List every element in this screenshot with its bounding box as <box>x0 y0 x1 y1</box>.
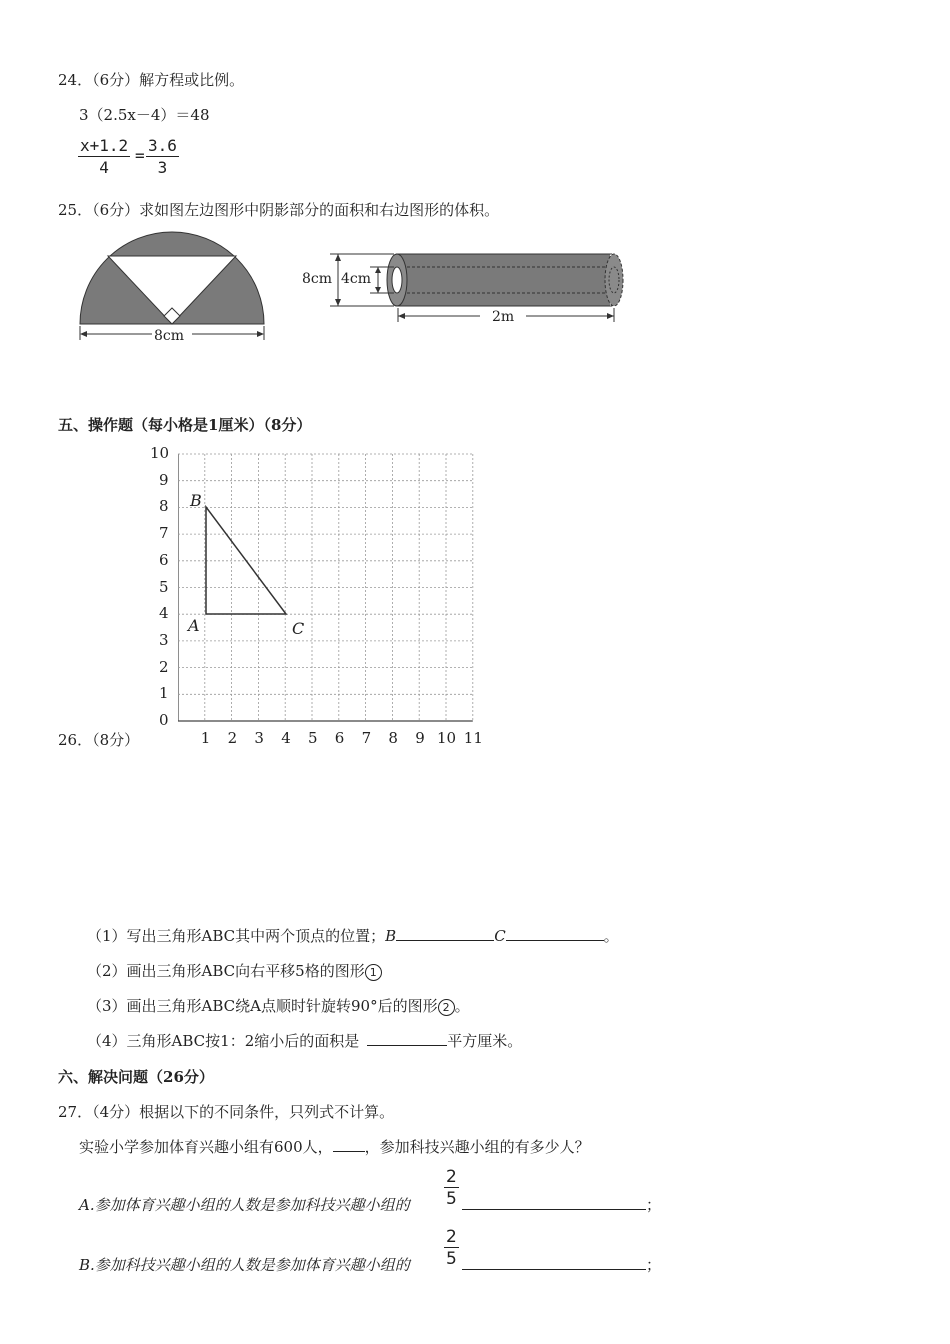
section6-title: 六、解决问题（26分） <box>58 1068 214 1086</box>
q27-stem <box>79 1136 590 1157</box>
y-tick-label: 10 <box>150 444 170 462</box>
x-tick-label: 3 <box>254 729 264 747</box>
fraction-numerator: x+1.2 <box>80 136 129 155</box>
x-tick-label: 9 <box>415 729 425 747</box>
answer-blank-c[interactable] <box>506 926 604 941</box>
x-tick-label: 7 <box>361 729 372 747</box>
y-tick-label: 8 <box>159 497 169 516</box>
q27-option-b-fraction <box>444 1227 459 1270</box>
q27-option-b <box>79 1254 410 1275</box>
x-tick-label: 2 <box>227 729 238 747</box>
vertex-a-label: A <box>188 616 200 635</box>
arrow-right <box>257 331 264 337</box>
vertex-c-label: C <box>292 619 305 638</box>
y-tick-label: 3 <box>159 630 169 649</box>
fraction-denominator: 5 <box>446 1249 457 1269</box>
fraction-denominator: 5 <box>446 1189 457 1209</box>
q26-sub3-end: 。 <box>454 997 470 1015</box>
arrow-down <box>335 299 341 306</box>
x-tick-label: 1 <box>200 729 211 747</box>
x-tick-label: 6 <box>334 729 345 747</box>
fraction-denominator: 3 <box>157 158 168 177</box>
q26-sub4-unit: 平方厘米。 <box>447 1032 523 1050</box>
y-tick-label: 9 <box>159 470 169 489</box>
q27-option-a-fraction <box>444 1167 459 1210</box>
y-tick-label: 7 <box>159 524 169 543</box>
condition-blank[interactable] <box>333 1137 365 1152</box>
q27-option-a <box>79 1194 410 1215</box>
x-tick-label: 11 <box>463 729 483 747</box>
q26-sub2-text: （2）画出三角形ABC向右平移5格的图形 <box>87 962 365 980</box>
q26-sub4 <box>87 1030 522 1051</box>
q27-header: 27．（4分）根据以下的不同条件，只列式不计算。 <box>58 1103 395 1121</box>
answer-blank-b2[interactable] <box>462 1255 646 1270</box>
q27-option-b-answer <box>462 1254 661 1275</box>
fraction-numerator: 3.6 <box>148 136 177 155</box>
y-tick-label: 4 <box>159 604 169 623</box>
q27-stem-question: ，参加科技兴趣小组的有多少人？ <box>364 1138 590 1156</box>
x-tick-label: 5 <box>308 729 318 747</box>
q27-stem-text: 实验小学参加体育兴趣小组有600人， <box>79 1138 333 1156</box>
x-tick-label: 10 <box>437 729 457 747</box>
q26-sub4-text: （4）三角形ABC按1：2缩小后的面积是 <box>87 1032 360 1050</box>
x-tick-label: 4 <box>281 729 291 747</box>
y-tick-label: 0 <box>159 711 169 729</box>
q26-header: 26．（8分） <box>58 731 140 749</box>
q26-sub1-end: 。 <box>603 927 619 945</box>
q24-eq2-right-fraction <box>146 136 179 179</box>
q26-sub1-b: B <box>385 927 397 945</box>
arrow-down <box>375 287 381 293</box>
pipe-figure <box>330 246 630 326</box>
q24-eq2-left-fraction <box>78 136 130 179</box>
fraction-numerator: 2 <box>446 1227 457 1247</box>
coordinate-grid <box>178 452 478 724</box>
q26-sub3 <box>87 995 470 1016</box>
q26-sub3-text: （3）画出三角形ABC绕A点顺时针旋转90°后的图形 <box>87 997 438 1015</box>
q24-eq2-equals: = <box>135 146 145 165</box>
vertex-b-label: B <box>190 491 202 510</box>
pipe-inner-diameter-label: 4cm <box>341 271 372 287</box>
pipe-body <box>396 254 610 306</box>
answer-blank-a[interactable] <box>462 1195 646 1210</box>
q26-sub2 <box>87 960 382 981</box>
answer-blank-area[interactable] <box>367 1031 447 1046</box>
circled-number-2: 2 <box>438 999 455 1016</box>
semicircle-width-label: 8cm <box>154 328 185 344</box>
q26-sub1-text: （1）写出三角形ABC其中两个顶点的位置； <box>87 927 386 945</box>
arrow-right <box>607 313 614 319</box>
fraction-numerator: 2 <box>446 1167 457 1187</box>
arrow-up <box>375 267 381 273</box>
y-tick-label: 1 <box>159 684 169 703</box>
pipe-far-end <box>605 254 623 306</box>
q26-sub1 <box>87 925 619 946</box>
fraction-denominator: 4 <box>99 158 109 177</box>
q24-header: 24．（6分）解方程或比例。 <box>58 71 245 89</box>
x-tick-label: 8 <box>388 729 398 747</box>
q27-option-b-text: B.参加科技兴趣小组的人数是参加体育兴趣小组的 <box>79 1256 410 1274</box>
answer-blank-b[interactable] <box>396 926 494 941</box>
q27-option-a-text: A.参加体育兴趣小组的人数是参加科技兴趣小组的 <box>79 1196 410 1214</box>
pipe-length-label: 2m <box>492 309 515 325</box>
grid-lines <box>178 454 473 721</box>
y-tick-label: 6 <box>159 550 169 569</box>
q24-equation-1: 3（2.5x－4）＝48 <box>79 106 210 124</box>
section5-title: 五、操作题（每小格是1厘米）（8分） <box>58 416 312 434</box>
arrow-left <box>80 331 87 337</box>
circled-number-1: 1 <box>365 964 382 981</box>
arrow-left <box>398 313 405 319</box>
q27-option-a-answer <box>462 1194 661 1215</box>
pipe-outer-diameter-label: 8cm <box>302 271 333 287</box>
q26-sub1-c: C <box>494 927 506 945</box>
q27-option-a-end: ； <box>646 1196 662 1214</box>
y-tick-label: 2 <box>159 657 169 676</box>
q25-header: 25．（6分）求如图左边图形中阴影部分的面积和右边图形的体积。 <box>58 201 500 219</box>
pipe-near-hole <box>392 267 402 293</box>
q27-option-b-end: ； <box>646 1256 662 1274</box>
arrow-up <box>335 254 341 261</box>
y-tick-label: 5 <box>159 577 169 596</box>
